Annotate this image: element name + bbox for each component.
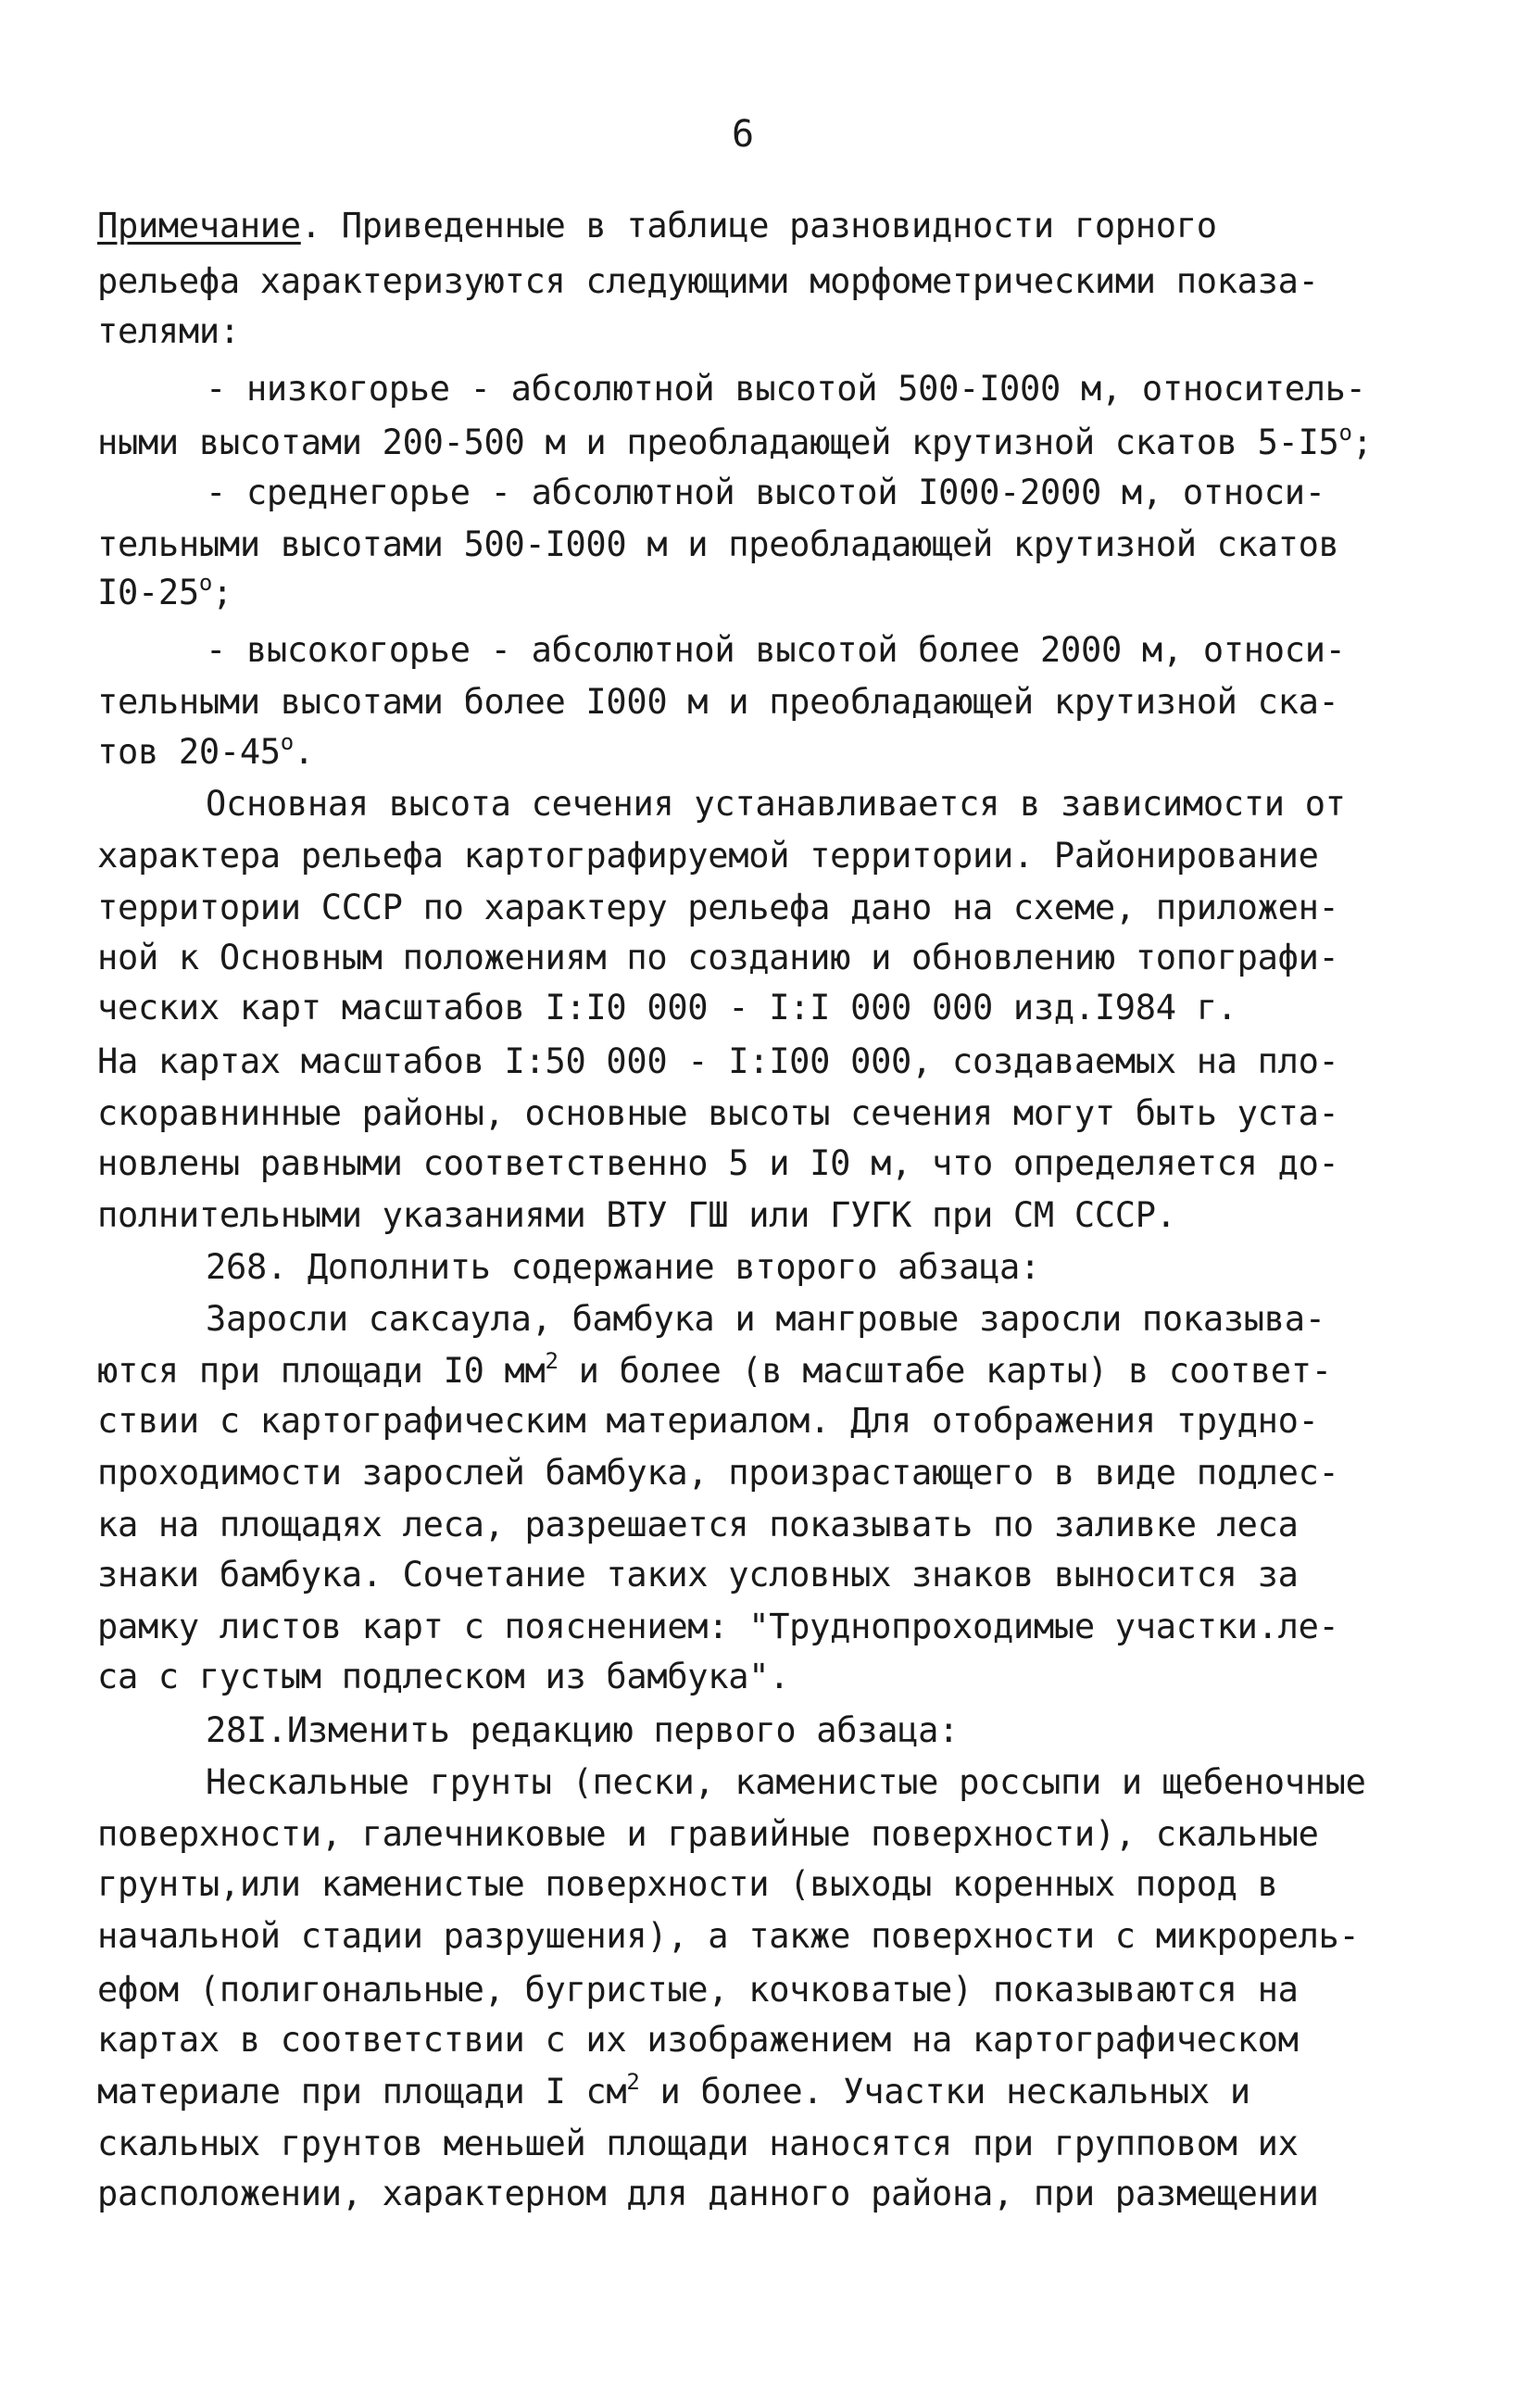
text-line (97, 1555, 1299, 1595)
line-text: поверхности, галечниковые и гравийные поверхности), скальные (97, 1814, 1319, 1854)
text-line (97, 419, 1373, 463)
line-text: скальных грунтов меньшей площади наносятся при групповом их (97, 2124, 1299, 2163)
text-line (97, 1195, 1176, 1236)
text-line (97, 1916, 1360, 1957)
line-text: рамку листов карт с пояснением: "Труднопроходимые участки.ле- (97, 1607, 1339, 1646)
line-text: са с густым подлеском из бамбука". (97, 1657, 790, 1696)
text-line (206, 369, 1366, 410)
text-line (97, 2020, 1299, 2061)
text-line (97, 836, 1319, 876)
line-text: телями: (97, 311, 240, 351)
text-line (97, 1041, 1339, 1082)
line-text-after: ; (212, 573, 233, 612)
page-number: 6 (732, 113, 755, 156)
line-text: ствии с картографическим материалом. Для отображения трудно- (97, 1401, 1319, 1441)
line-text: тельными высотами более I000 м и преобладающей крутизной ска- (97, 682, 1339, 722)
line-text: характера рельефа картографируемой территории. Районирование (97, 836, 1319, 876)
line-text-after: ; (1351, 422, 1373, 462)
line-text: ются при площади I0 мм (97, 1351, 546, 1391)
text-line (206, 1299, 1325, 1340)
line-text: новлены равными соответственно 5 и I0 м, что определяется до- (97, 1143, 1339, 1183)
line-text: материале при площади I см (97, 2072, 627, 2112)
text-line (206, 1247, 1040, 1288)
text-line (97, 261, 1319, 302)
superscript: 2 (545, 1347, 559, 1374)
text-line (97, 938, 1339, 978)
superscript: о (280, 728, 294, 755)
line-text: - высокогорье - абсолютной высотой более 2000 м, относи- (206, 630, 1346, 670)
text-line (206, 473, 1325, 513)
text-line (97, 1864, 1278, 1905)
text-line (97, 569, 233, 613)
line-text: ной к Основным положениям по созданию и обновлению топографи- (97, 938, 1339, 977)
superscript: 2 (626, 2068, 640, 2095)
text-line (97, 728, 314, 773)
line-text: 28I.Изменить редакцию первого абзаца: (206, 1710, 960, 1750)
line-text: - низкогорье - абсолютной высотой 500-I000 м, относитель- (206, 369, 1366, 409)
line-text: Заросли саксаула, бамбука и мангровые заросли показыва- (206, 1299, 1325, 1339)
text-line (97, 524, 1339, 565)
text-line (97, 2124, 1299, 2164)
text-line (97, 1505, 1299, 1545)
text-line (97, 1093, 1339, 1134)
line-text: картах в соответствии с их изображением на картографическом (97, 2020, 1299, 2060)
text-line (97, 206, 1217, 246)
line-text-after: и более. Участки нескальных и (639, 2072, 1250, 2112)
text-line (97, 2174, 1319, 2214)
line-text: ка на площадях леса, разрешается показывать по заливке леса (97, 1505, 1299, 1544)
text-line (97, 1143, 1339, 1184)
text-line (97, 1657, 789, 1697)
superscript: о (198, 569, 213, 596)
line-text: рельефа характеризуются следующими морфометрическими показа- (97, 261, 1319, 301)
text-line (97, 888, 1339, 928)
text-line (206, 1762, 1366, 1803)
line-text: тельными высотами 500-I000 м и преобладающей крутизной скатов (97, 524, 1339, 564)
text-line (97, 1607, 1339, 1647)
line-text: знаки бамбука. Сочетание таких условных знаков выносится за (97, 1555, 1299, 1595)
line-text: На картах масштабов I:50 000 - I:I00 000, создаваемых на пло- (97, 1041, 1339, 1081)
text-line (206, 630, 1346, 671)
line-text: полнительными указаниями ВТУ ГШ или ГУГК при СМ СССР. (97, 1195, 1176, 1235)
line-text: территории СССР по характеру рельефа дано на схеме, приложен- (97, 888, 1339, 927)
text-line (97, 2068, 1250, 2112)
text-line (97, 1814, 1319, 1855)
line-text: I0-25 (97, 573, 199, 612)
line-text: проходимости зарослей бамбука, произрастающего в виде подлес- (97, 1453, 1339, 1493)
line-text: Нескальные грунты (пески, каменистые россыпи и щебеночные (206, 1762, 1366, 1802)
note-heading: Примечание (97, 206, 301, 246)
line-text: грунты,или каменистые поверхности (выходы коренных пород в (97, 1864, 1278, 1904)
line-text: Основная высота сечения устанавливается в зависимости от (206, 784, 1346, 824)
line-text: . Приведенные в таблице разновидности горного (300, 206, 1217, 246)
text-line (206, 784, 1346, 825)
text-line (97, 988, 1237, 1028)
line-text: скоравнинные районы, основные высоты сечения могут быть уста- (97, 1093, 1339, 1133)
text-line (97, 1347, 1332, 1392)
text-line (97, 682, 1339, 723)
text-line (97, 311, 240, 352)
line-text: - среднегорье - абсолютной высотой I000-2000 м, относи- (206, 473, 1325, 512)
line-text: 268. Дополнить содержание второго абзаца: (206, 1247, 1041, 1287)
text-line (97, 1453, 1339, 1494)
line-text: расположении, характерном для данного района, при размещении (97, 2174, 1319, 2213)
line-text-after: . (293, 732, 314, 772)
superscript: о (1338, 419, 1352, 446)
text-line (206, 1710, 959, 1751)
text-line (97, 1970, 1299, 2011)
line-text: ными высотами 200-500 м и преобладающей крутизной скатов 5-I5 (97, 422, 1339, 462)
line-text: ческих карт масштабов I:I0 000 - I:I 000 000 изд.I984 г. (97, 988, 1237, 1027)
text-line (97, 1401, 1319, 1442)
line-text: начальной стадии разрушения), а также поверхности с микрорель- (97, 1916, 1360, 1956)
line-text-after: и более (в масштабе карты) в соответ- (558, 1351, 1332, 1391)
line-text: тов 20-45 (97, 732, 281, 772)
line-text: ефом (полигональные, бугристые, кочковатые) показываются на (97, 1970, 1299, 2010)
